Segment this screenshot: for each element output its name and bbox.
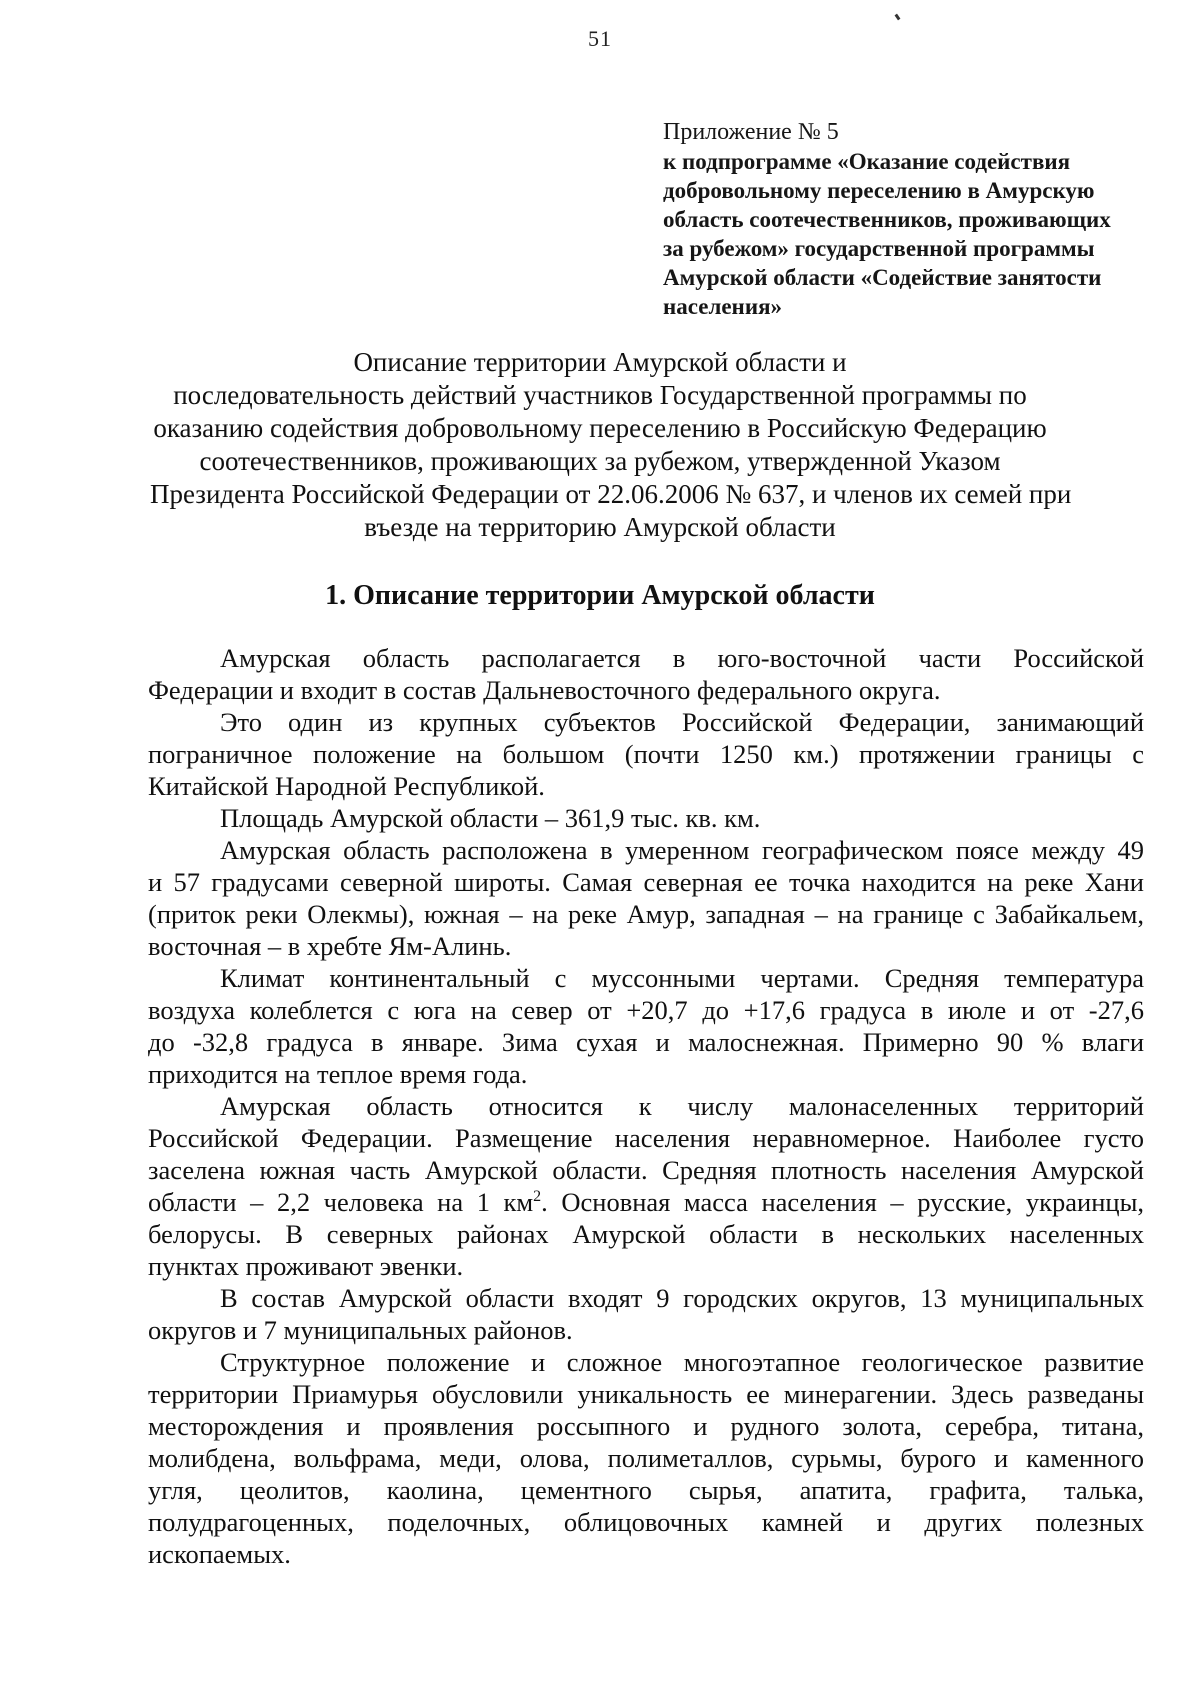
appendix-line: область соотечественников, проживающих <box>663 207 1111 232</box>
text-line: месторождения и проявления россыпного и рудного золота, серебра, титана, <box>148 1411 1144 1441</box>
text-line: Площадь Амурской области – 361,9 тыс. кв. км. <box>220 803 761 833</box>
appendix-number: Приложение № 5 <box>663 119 839 145</box>
text-line: Климат континентальный с муссонными чертами. Средняя температура <box>220 963 1144 993</box>
text-line: пограничное положение на большом (почти 1250 км.) протяжении границы с <box>148 739 1144 769</box>
body-text <box>148 642 1144 1570</box>
text-line: В состав Амурской области входят 9 городских округов, 13 муниципальных <box>220 1283 1144 1313</box>
paragraph-administrative <box>148 1282 1144 1346</box>
text-line <box>148 1186 1144 1218</box>
text-line: белорусы. В северных районах Амурской области в нескольких населенных <box>148 1219 1144 1249</box>
paragraph-area <box>148 802 1144 834</box>
text-fragment: области – 2,2 человека на 1 км <box>148 1187 534 1217</box>
title-line: въезде на территорию Амурской области <box>364 512 836 542</box>
text-line: приходится на теплое время года. <box>148 1059 528 1089</box>
text-line: округов и 7 муниципальных районов. <box>148 1315 573 1345</box>
text-line: Амурская область располагается в юго-восточной части Российской <box>220 643 1144 673</box>
paragraph-location <box>148 642 1144 706</box>
text-line: Китайской Народной Республикой. <box>148 771 545 801</box>
paragraph-border <box>148 706 1144 802</box>
paragraph-climate <box>148 962 1144 1090</box>
appendix-line: добровольному переселению в Амурскую <box>663 178 1095 203</box>
title-line: оказанию содействия добровольному переселению в Российскую Федерацию <box>153 413 1047 443</box>
paragraph-minerals <box>148 1346 1144 1570</box>
text-line: пунктах проживают эвенки. <box>148 1251 464 1281</box>
paragraph-geography <box>148 834 1144 962</box>
text-line: (приток реки Олекмы), южная – на реке Амур, западная – на границе с Забайкальем, <box>148 899 1144 929</box>
text-line: угля, цеолитов, каолина, цементного сырья, апатита, графита, талька, <box>148 1475 1144 1505</box>
text-line: воздуха колеблется с юга на север от +20,7 до +17,6 градуса в июле и от -27,6 <box>148 995 1144 1025</box>
text-line: территории Приамурья обусловили уникальность ее минерагении. Здесь разведаны <box>148 1379 1144 1409</box>
text-line: молибдена, вольфрама, меди, олова, полиметаллов, сурьмы, бурого и каменного <box>148 1443 1144 1473</box>
text-fragment: . Основная масса населения – русские, украинцы, <box>541 1187 1144 1217</box>
appendix-line: к подпрограмме «Оказание содействия <box>663 149 1071 174</box>
text-line: Федерации и входит в состав Дальневосточного федерального округа. <box>148 675 941 705</box>
section-heading: 1. Описание территории Амурской области <box>325 580 875 611</box>
document-title <box>150 346 1072 544</box>
text-line: Амурская область относится к числу малонаселенных территорий <box>220 1091 1144 1121</box>
text-line: восточная – в хребте Ям-Алинь. <box>148 931 512 961</box>
text-line: Структурное положение и сложное многоэтапное геологическое развитие <box>220 1347 1144 1377</box>
appendix-line: Амурской области «Содействие занятости <box>663 265 1102 290</box>
text-line: и 57 градусами северной широты. Самая северная ее точка находится на реке Хани <box>148 867 1144 897</box>
text-line: полудрагоценных, поделочных, облицовочных камней и других полезных <box>148 1507 1144 1537</box>
paragraph-population <box>148 1090 1144 1282</box>
title-line: последовательность действий участников Государственной программы по <box>173 380 1027 410</box>
scan-artifact-mark <box>895 14 901 21</box>
title-line: Президента Российской Федерации от 22.06.2006 № 637, и членов их семей при <box>150 479 1072 509</box>
title-line: соотечественников, проживающих за рубежом, утвержденной Указом <box>199 446 1001 476</box>
text-line: Это один из крупных субъектов Российской Федерации, занимающий <box>220 707 1144 737</box>
appendix-line: населения» <box>663 294 783 319</box>
text-line: Амурская область расположена в умеренном географическом поясе между 49 <box>220 835 1144 865</box>
title-line: Описание территории Амурской области и <box>353 347 847 377</box>
appendix-line: за рубежом» государственной программы <box>663 236 1095 261</box>
text-line: Российской Федерации. Размещение населения неравномерное. Наиболее густо <box>148 1123 1144 1153</box>
text-line: ископаемых. <box>148 1539 291 1569</box>
page-number: 51 <box>588 26 612 51</box>
text-line: до -32,8 градуса в январе. Зима сухая и малоснежная. Примерно 90 % влаги <box>148 1027 1144 1057</box>
text-line: заселена южная часть Амурской области. Средняя плотность населения Амурской <box>148 1155 1144 1185</box>
appendix-header <box>663 118 1111 321</box>
superscript: 2 <box>533 1188 542 1205</box>
